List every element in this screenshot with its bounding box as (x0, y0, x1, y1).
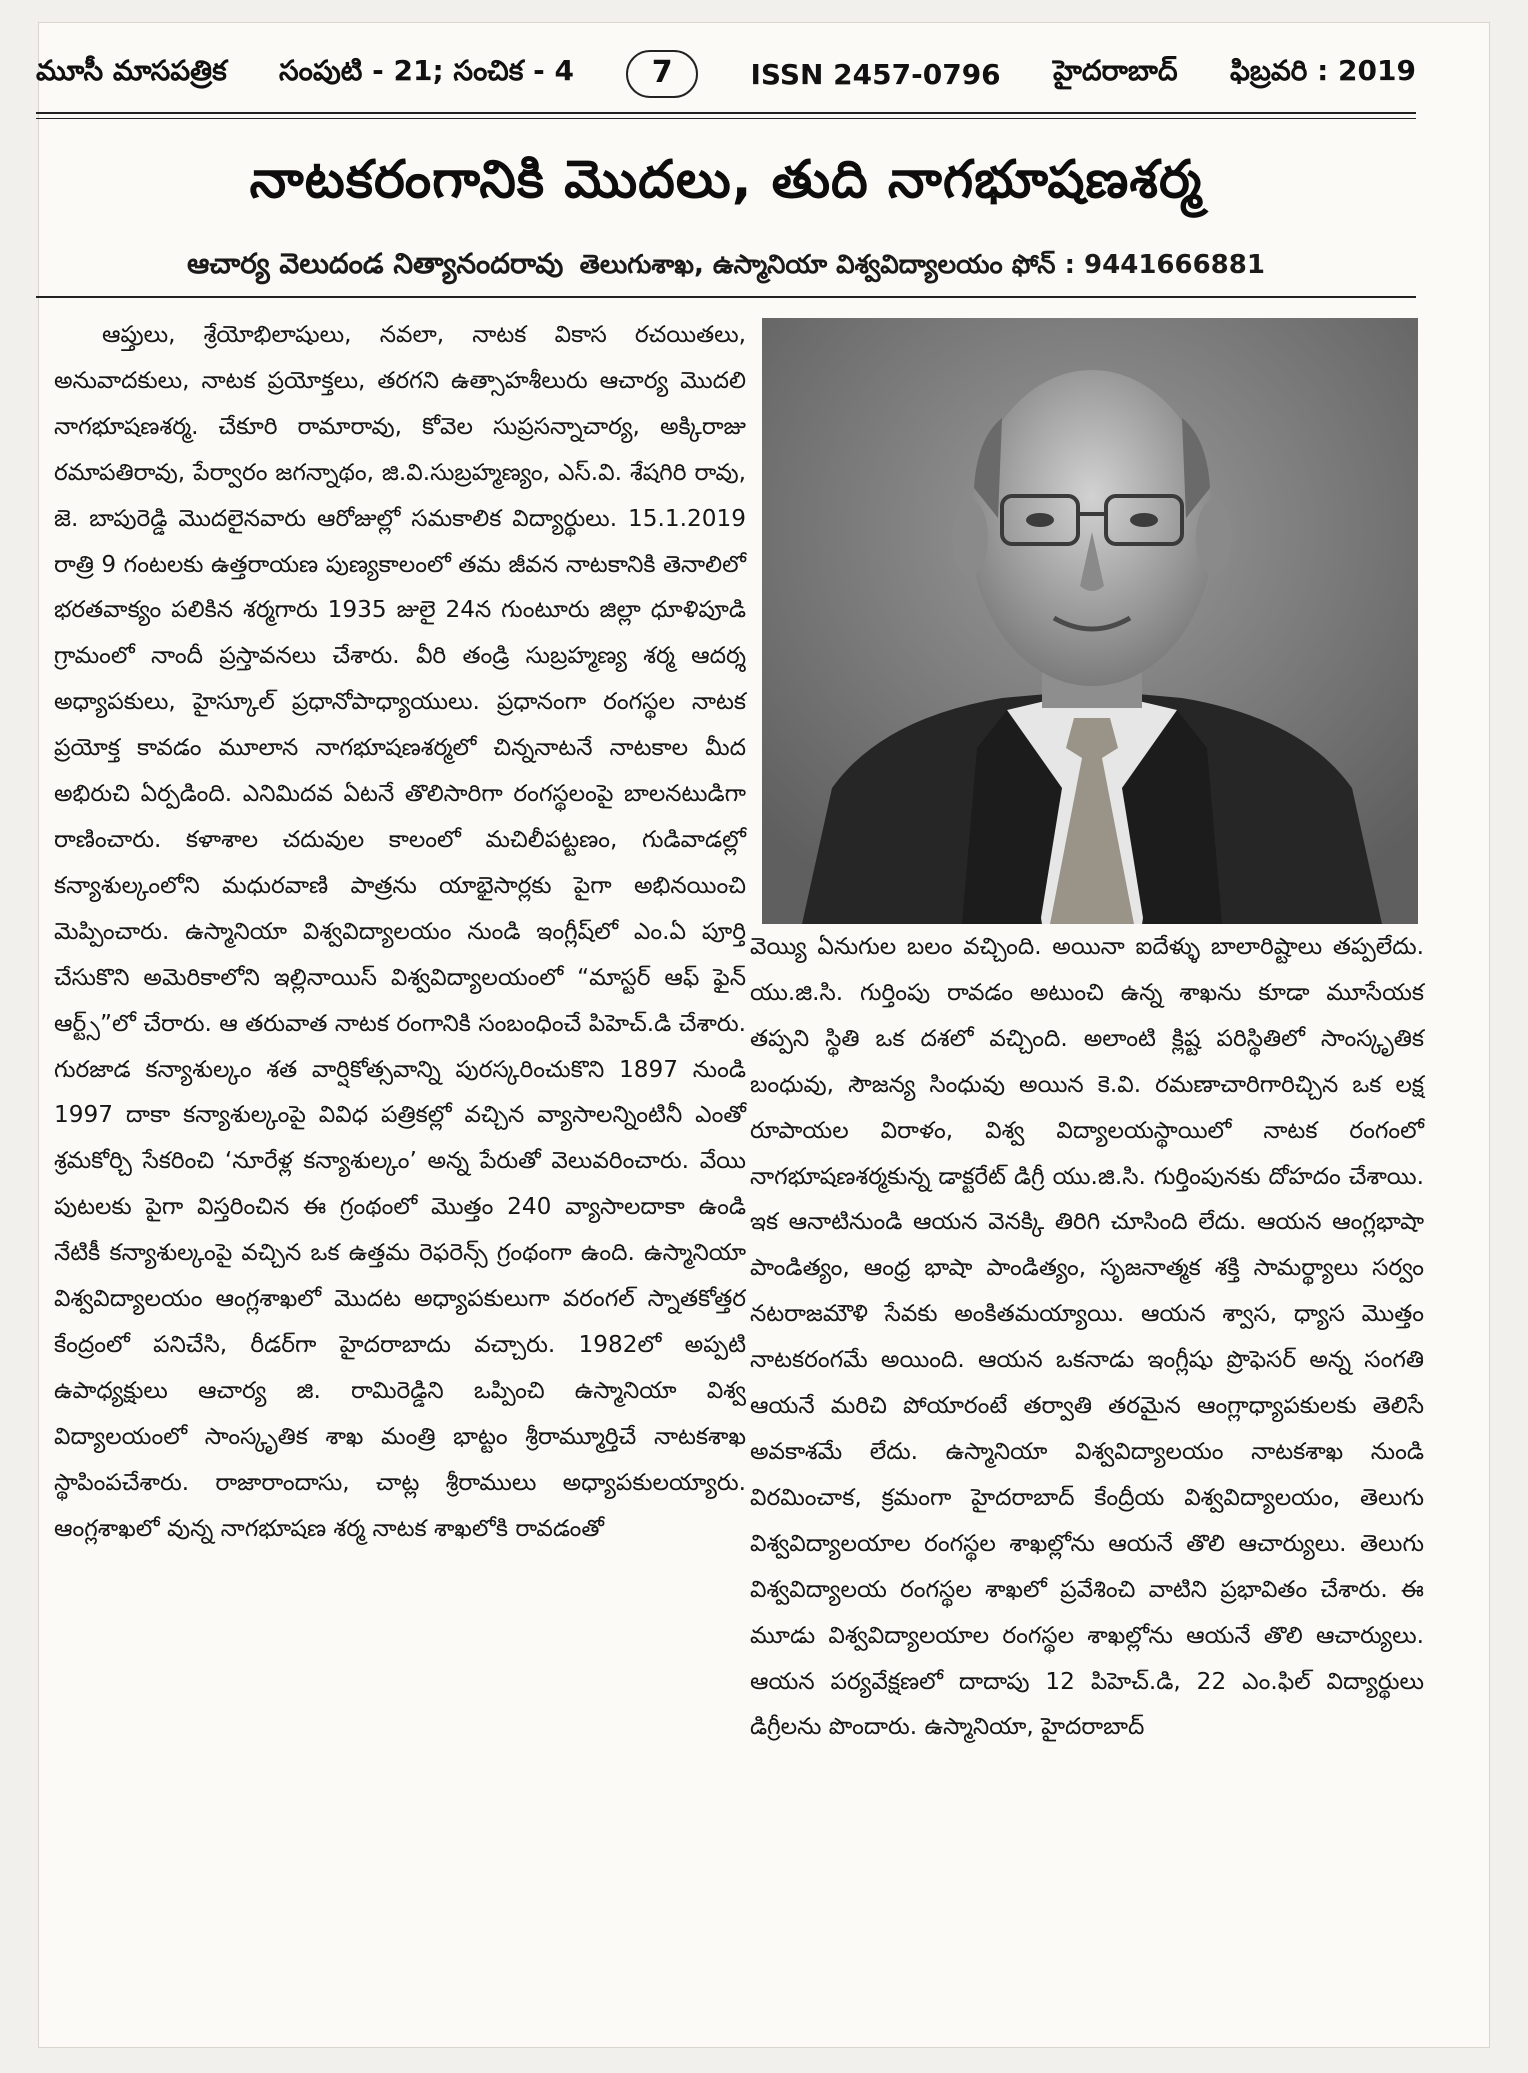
masthead-rule (36, 112, 1416, 114)
article-title: నాటకరంగానికి మొదలు, తుది నాగభూషణశర్మ (249, 150, 1203, 210)
right-column-text: వెయ్యి ఏనుగుల బలం వచ్చింది. అయినా ఐదేళ్ళు బాలారిష్టాలు తప్పలేదు. యు.జి.సి. గుర్తింపు రావడం అటుంచి ఉన్న శాఖను కూడా మూసేయక తప్పని స్థితి ఒక దశలో వచ్చింది. అలాంటి క్లిష్ట పరిస్థితిలో సాంస్కృతిక బంధువు, సౌజన్య సింధువు అయిన కె.వి. రమణాచారిగారిచ్చిన ఒక లక్ష రూపాయల విరాళం, విశ్వ విద్యాలయస్థాయిలో నాటక రంగంలో నాగభూషణశర్మకున్న డాక్టరేట్ డిగ్రీ యు.జి.సి. గుర్తింపునకు దోహదం చేశాయి. ఇక ఆనాటినుండి ఆయన వెనక్కి తిరిగి చూసింది లేదు. ఆయన ఆంగ్లభాషా పాండిత్యం, ఆంధ్ర భాషా పాండిత్యం, సృజనాత్మక శక్తి సామర్థ్యాలు సర్వం నటరాజమౌళి సేవకు అంకితమయ్యాయి. ఆయన శ్వాస, ధ్యాస మొత్తం నాటకరంగమే అయింది. ఆయన ఒకనాడు ఇంగ్లీషు ప్రొఫెసర్ అన్న సంగతి ఆయనే మరిచి పోయారంటే తర్వాతి తరమైన ఆంగ్లాధ్యాపకులకు తెలిసే అవకాశమే లేదు. ఉస్మానియా విశ్వవిద్యాలయం నాటకశాఖ నుండి విరమించాక, క్రమంగా హైదరాబాద్ కేంద్రీయ విశ్వవిద్యాలయం, తెలుగు విశ్వవిద్యాలయాల రంగస్థల శాఖల్లోను ఆయనే తొలి ఆచార్యులు. తెలుగు విశ్వవిద్యాలయ రంగస్థల శాఖలో ప్రవేశించి వాటిని ప్రభావితం చేశారు. ఈ మూడు విశ్వవిద్యాలయాల రంగస్థల శాఖల్లోను ఆయనే తొలి ఆచార్యులు. ఆయన పర్యవేక్షణలో దాదాపు 12 పిహెచ్.డి, 22 ఎం.ఫిల్ విద్యార్థులు డిగ్రీలను పొందారు. ఉస్మానియా, హైదరాబాద్ (750, 933, 1424, 1741)
article-column-left (54, 312, 746, 1992)
magazine-name: మూసీ మాసపత్రిక (36, 54, 227, 87)
masthead-rule-thin (36, 118, 1416, 119)
byline-rule (36, 296, 1416, 298)
author-name: ఆచార్య వెలుదండ నిత్యానందరావు (187, 247, 564, 280)
byline (36, 240, 1416, 288)
left-column-text: ఆప్తులు, శ్రేయోభిలాషులు, నవలా, నాటక వికాస రచయితలు, అనువాదకులు, నాటక ప్రయోక్తలు, తరగని ఉత్సాహశీలురు ఆచార్య మొదలి నాగభూషణశర్మ. చేకూరి రామారావు, కోవెల సుప్రసన్నాచార్య, అక్కిరాజు రమాపతిరావు, పేర్వారం జగన్నాథం, జి.వి.సుబ్రహ్మణ్యం, ఎస్.వి. శేషగిరి రావు, జె. బాపురెడ్డి మొదలైనవారు ఆరోజుల్లో సమకాలిక విద్యార్థులు. 15.1.2019 రాత్రి 9 గంటలకు ఉత్తరాయణ పుణ్యకాలంలో తమ జీవన నాటకానికి తెనాలిలో భరతవాక్యం పలికిన శర్మగారు 1935 జులై 24న గుంటూరు జిల్లా ధూళిపూడి గ్రామంలో నాందీ ప్రస్తావనలు చేశారు. వీరి తండ్రి సుబ్రహ్మణ్య శర్మ ఆదర్శ అధ్యాపకులు, హైస్కూల్ ప్రధానోపాధ్యాయులు. ప్రధానంగా రంగస్థల నాటక ప్రయోక్త కావడం మూలాన నాగభూషణశర్మలో చిన్ననాటనే నాటకాల మీద అభిరుచి ఏర్పడింది. ఎనిమిదవ ఏటనే తొలిసారిగా రంగస్థలంపై బాలనటుడిగా రాణించారు. కళాశాల చదువుల కాలంలో మచిలీపట్టణం, గుడివాడల్లో కన్యాశుల్కంలోని మధురవాణి పాత్రను యాభైసార్లకు పైగా అభినయించి మెప్పించారు. ఉస్మానియా విశ్వవిద్యాలయం నుండి ఇంగ్లీష్‌లో ఎం.ఏ పూర్తి చేసుకొని అమెరికాలోని ఇల్లినాయిస్ విశ్వవిద్యాలయంలో “మాస్టర్ ఆఫ్ ఫైన్ ఆర్ట్స్”లో చేరారు. ఆ తరువాత నాటక రంగానికి సంబంధించే పిహెచ్.డి చేశారు. గురజాడ కన్యాశుల్కం శత వార్షికోత్సవాన్ని పురస్కరించుకొని 1897 నుండి 1997 దాకా కన్యాశుల్కంపై వివిధ పత్రికల్లో వచ్చిన వ్యాసాలన్నింటినీ ఎంతో శ్రమకోర్చి సేకరించి ‘నూరేళ్ల కన్యాశుల్కం’ అన్న పేరుతో వెలువరించారు. వేయి పుటలకు పైగా విస్తరించిన ఈ గ్రంథంలో మొత్తం 240 వ్యాసాలదాకా ఉండి నేటికీ కన్యాశుల్కంపై వచ్చిన ఒక ఉత్తమ రెఫరెన్స్ గ్రంథంగా ఉంది. ఉస్మానియా విశ్వవిద్యాలయం ఆంగ్లశాఖలో మొదట అధ్యాపకులుగా వరంగల్ స్నాతకోత్తర కేంద్రంలో పనిచేసి, రీడర్‌గా హైదరాబాదు వచ్చారు. 1982లో అప్పటి ఉపాధ్యక్షులు ఆచార్య జి. రామిరెడ్డిని ఒప్పించి ఉస్మానియా విశ్వ విద్యాలయంలో సాంస్కృతిక శాఖ మంత్రి భాట్టం శ్రీరామ్మూర్తిచే నాటకశాఖ స్థాపింపచేశారు. రాజారాందాసు, చాట్ల శ్రీరాములు అధ్యాపకులయ్యారు. ఆంగ్లశాఖలో వున్న నాగభూషణ శర్మ నాటక శాఖలోకి రావడంతో (54, 321, 746, 1542)
masthead (36, 44, 1416, 104)
page-number: 7 (626, 50, 698, 98)
author-affiliation: తెలుగుశాఖ, ఉస్మానియా విశ్వవిద్యాలయం ఫోన్ : 9441666881 (579, 250, 1265, 280)
author-portrait-photo (762, 318, 1418, 924)
volume-issue: సంపుటి - 21; సంచిక - 4 (278, 54, 574, 87)
city: హైదరాబాద్ (1052, 54, 1178, 87)
article-column-right (750, 924, 1424, 1988)
issue-date: ఫిబ్రవరి : 2019 (1229, 54, 1416, 87)
issn: ISSN 2457-0796 (750, 57, 1001, 91)
